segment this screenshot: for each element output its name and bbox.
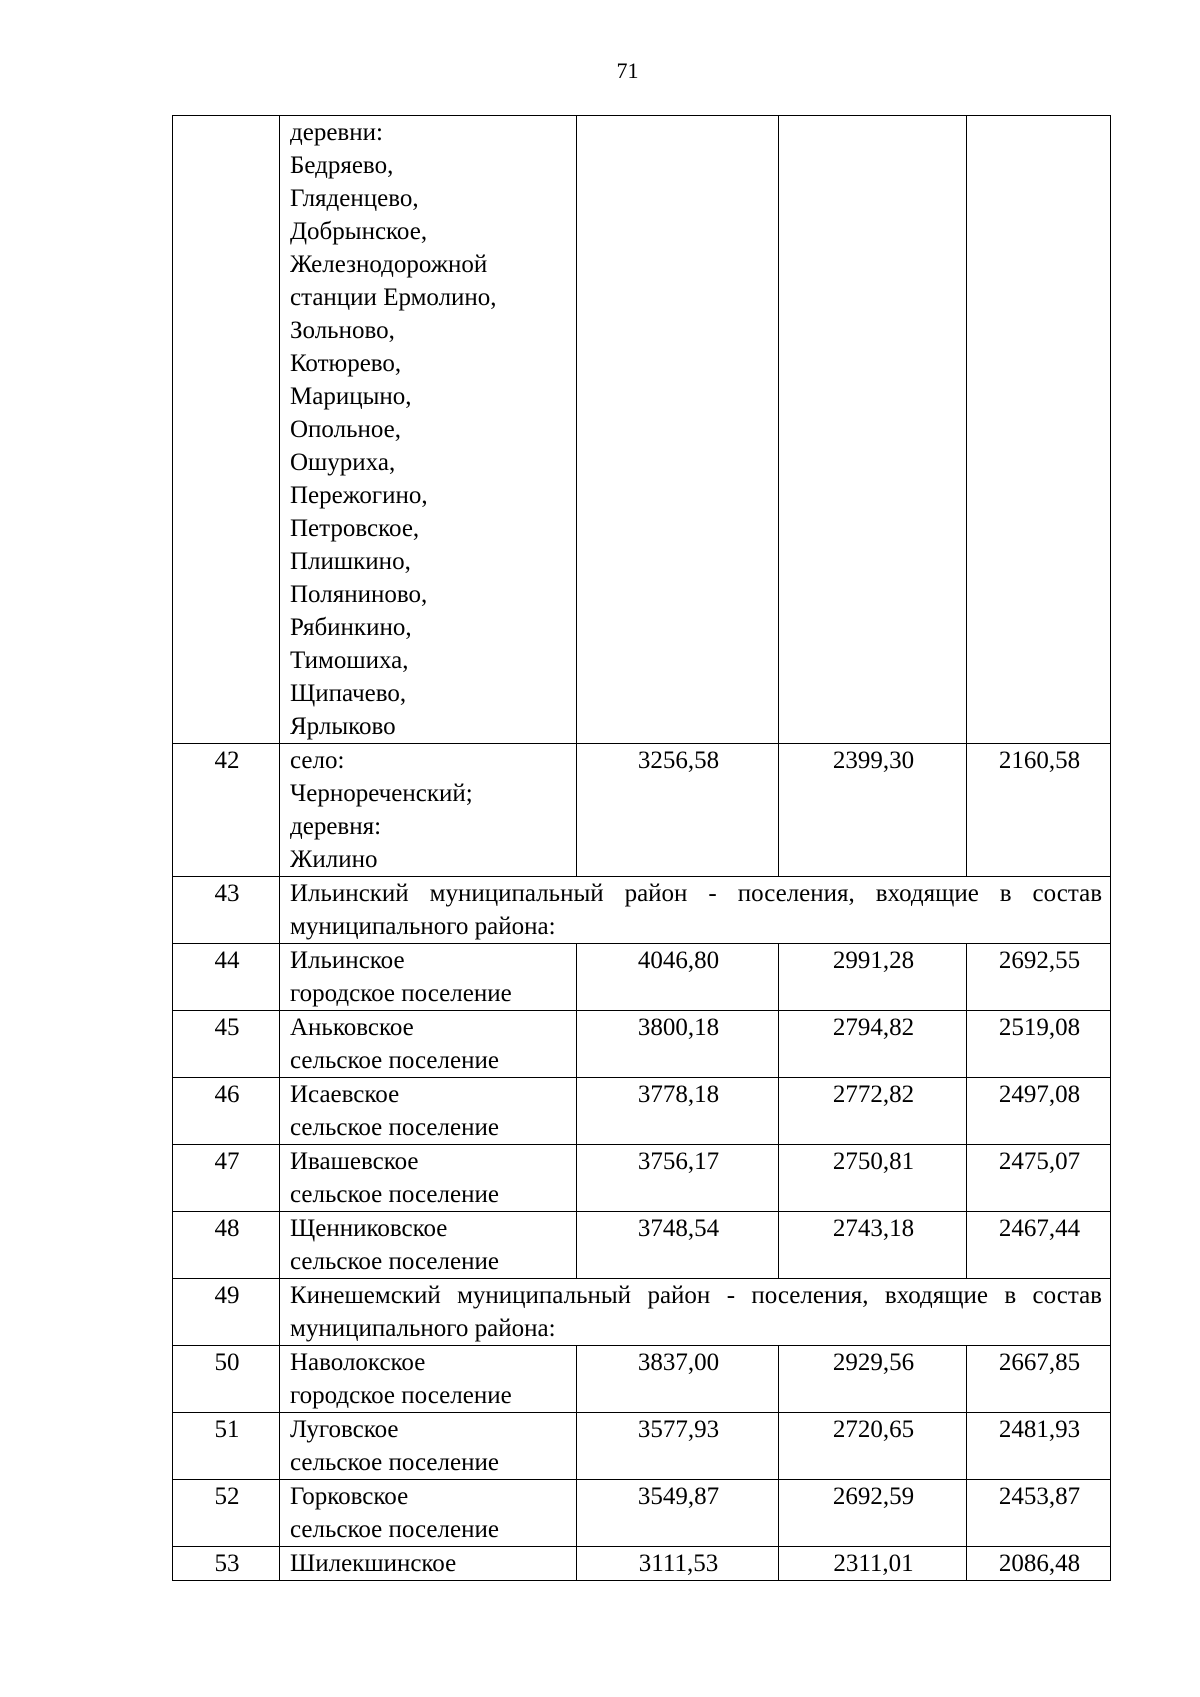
list-line: Марицыно, — [290, 383, 412, 410]
row-number: 49 — [173, 1279, 280, 1346]
list-line: Железнодорожной — [290, 251, 488, 278]
value-2: 2794,82 — [779, 1011, 967, 1078]
list-line: Зольново, — [290, 317, 395, 344]
settlement-name: Щенниковское — [290, 1215, 448, 1242]
value-3: 2481,93 — [967, 1413, 1111, 1480]
settlement-line: деревня: — [290, 813, 382, 840]
settlement-name: Горковское — [290, 1483, 409, 1510]
settlement-name: Шилекшинское — [290, 1550, 457, 1577]
value-3: 2519,08 — [967, 1011, 1111, 1078]
value-1: 3549,87 — [577, 1480, 779, 1547]
district-heading: Ильинский муниципальный район - поселения, входящие в состав муниципального района: — [280, 877, 1111, 944]
row-number: 53 — [173, 1547, 280, 1581]
list-line: Котюрево, — [290, 350, 402, 377]
page-number: 71 — [616, 58, 639, 83]
value-2: 2692,59 — [779, 1480, 967, 1547]
table-row — [173, 1212, 1111, 1279]
settlement-type: городское поселение — [290, 1382, 512, 1409]
list-line: Тимошиха, — [290, 647, 409, 674]
value-cell — [967, 116, 1111, 744]
value-1: 3577,93 — [577, 1413, 779, 1480]
table-row — [173, 1547, 1111, 1581]
value-1: 3111,53 — [577, 1547, 779, 1581]
table-row-district — [173, 1279, 1111, 1346]
value-1: 4046,80 — [577, 944, 779, 1011]
list-line: Ярлыково — [290, 713, 396, 740]
row-number: 43 — [173, 877, 280, 944]
list-line: Ошуриха, — [290, 449, 396, 476]
value-2: 2750,81 — [779, 1145, 967, 1212]
row-number: 45 — [173, 1011, 280, 1078]
row-number-cell — [173, 116, 280, 744]
settlement-name: Ивашевское — [290, 1148, 419, 1175]
settlement-name: Ильинское — [290, 947, 405, 974]
list-line: Плишкино, — [290, 548, 411, 575]
list-line: деревни: — [290, 119, 383, 146]
value-cell — [779, 116, 967, 744]
settlement-cell — [280, 1011, 577, 1078]
value-2: 2399,30 — [779, 744, 967, 877]
value-1: 3837,00 — [577, 1346, 779, 1413]
value-1: 3778,18 — [577, 1078, 779, 1145]
row-number: 48 — [173, 1212, 280, 1279]
settlement-cell — [280, 1413, 577, 1480]
rates-table — [172, 115, 1111, 1581]
value-2: 2929,56 — [779, 1346, 967, 1413]
table-row — [173, 1480, 1111, 1547]
settlement-cell — [280, 944, 577, 1011]
value-2: 2991,28 — [779, 944, 967, 1011]
settlement-line: село: — [290, 747, 345, 774]
row-number: 47 — [173, 1145, 280, 1212]
value-2: 2311,01 — [779, 1547, 967, 1581]
value-1: 3756,17 — [577, 1145, 779, 1212]
settlement-type: сельское поселение — [290, 1449, 499, 1476]
value-3: 2667,85 — [967, 1346, 1111, 1413]
value-1: 3256,58 — [577, 744, 779, 877]
table-row-district — [173, 877, 1111, 944]
settlement-cell — [280, 1078, 577, 1145]
table-row — [173, 1078, 1111, 1145]
table-row-continuation — [173, 116, 1111, 744]
settlement-name: Аньковское — [290, 1014, 414, 1041]
settlement-cell — [280, 1212, 577, 1279]
settlement-type: сельское поселение — [290, 1516, 499, 1543]
row-number: 52 — [173, 1480, 280, 1547]
list-line: станции Ермолино, — [290, 284, 497, 311]
value-3: 2086,48 — [967, 1547, 1111, 1581]
settlement-list-cell — [280, 116, 577, 744]
list-line: Петровское, — [290, 515, 420, 542]
settlement-line: Жилино — [290, 846, 378, 873]
row-number: 50 — [173, 1346, 280, 1413]
value-2: 2720,65 — [779, 1413, 967, 1480]
table-row — [173, 1145, 1111, 1212]
row-number: 46 — [173, 1078, 280, 1145]
settlement-name: Наволокское — [290, 1349, 426, 1376]
district-heading: Кинешемский муниципальный район - поселения, входящие в состав муниципального района: — [280, 1279, 1111, 1346]
value-3: 2453,87 — [967, 1480, 1111, 1547]
list-line: Рябинкино, — [290, 614, 412, 641]
value-1: 3748,54 — [577, 1212, 779, 1279]
value-2: 2743,18 — [779, 1212, 967, 1279]
table-row — [173, 944, 1111, 1011]
settlement-type: сельское поселение — [290, 1114, 499, 1141]
value-3: 2160,58 — [967, 744, 1111, 877]
list-line: Гляденцево, — [290, 185, 419, 212]
table-row — [173, 1011, 1111, 1078]
list-line: Опольное, — [290, 416, 402, 443]
table-row — [173, 744, 1111, 877]
value-3: 2692,55 — [967, 944, 1111, 1011]
settlement-type: городское поселение — [290, 980, 512, 1007]
table-row — [173, 1413, 1111, 1480]
settlement-cell — [280, 1145, 577, 1212]
list-line: Щипачево, — [290, 680, 407, 707]
value-cell — [577, 116, 779, 744]
settlement-line: Чернореченский; — [290, 780, 473, 807]
list-line: Пережогино, — [290, 482, 428, 509]
table-row — [173, 1346, 1111, 1413]
settlement-cell — [280, 1346, 577, 1413]
value-1: 3800,18 — [577, 1011, 779, 1078]
settlement-type: сельское поселение — [290, 1248, 499, 1275]
list-line: Бедряево, — [290, 152, 394, 179]
row-number: 42 — [173, 744, 280, 877]
settlement-cell — [280, 744, 577, 877]
row-number: 44 — [173, 944, 280, 1011]
settlement-type: сельское поселение — [290, 1181, 499, 1208]
value-3: 2497,08 — [967, 1078, 1111, 1145]
settlement-name: Луговское — [290, 1416, 399, 1443]
value-2: 2772,82 — [779, 1078, 967, 1145]
row-number: 51 — [173, 1413, 280, 1480]
settlement-type: сельское поселение — [290, 1047, 499, 1074]
list-line: Поляниново, — [290, 581, 428, 608]
settlement-name: Исаевское — [290, 1081, 400, 1108]
settlement-cell — [280, 1547, 577, 1581]
settlement-cell — [280, 1480, 577, 1547]
value-3: 2467,44 — [967, 1212, 1111, 1279]
list-line: Добрынское, — [290, 218, 428, 245]
value-3: 2475,07 — [967, 1145, 1111, 1212]
